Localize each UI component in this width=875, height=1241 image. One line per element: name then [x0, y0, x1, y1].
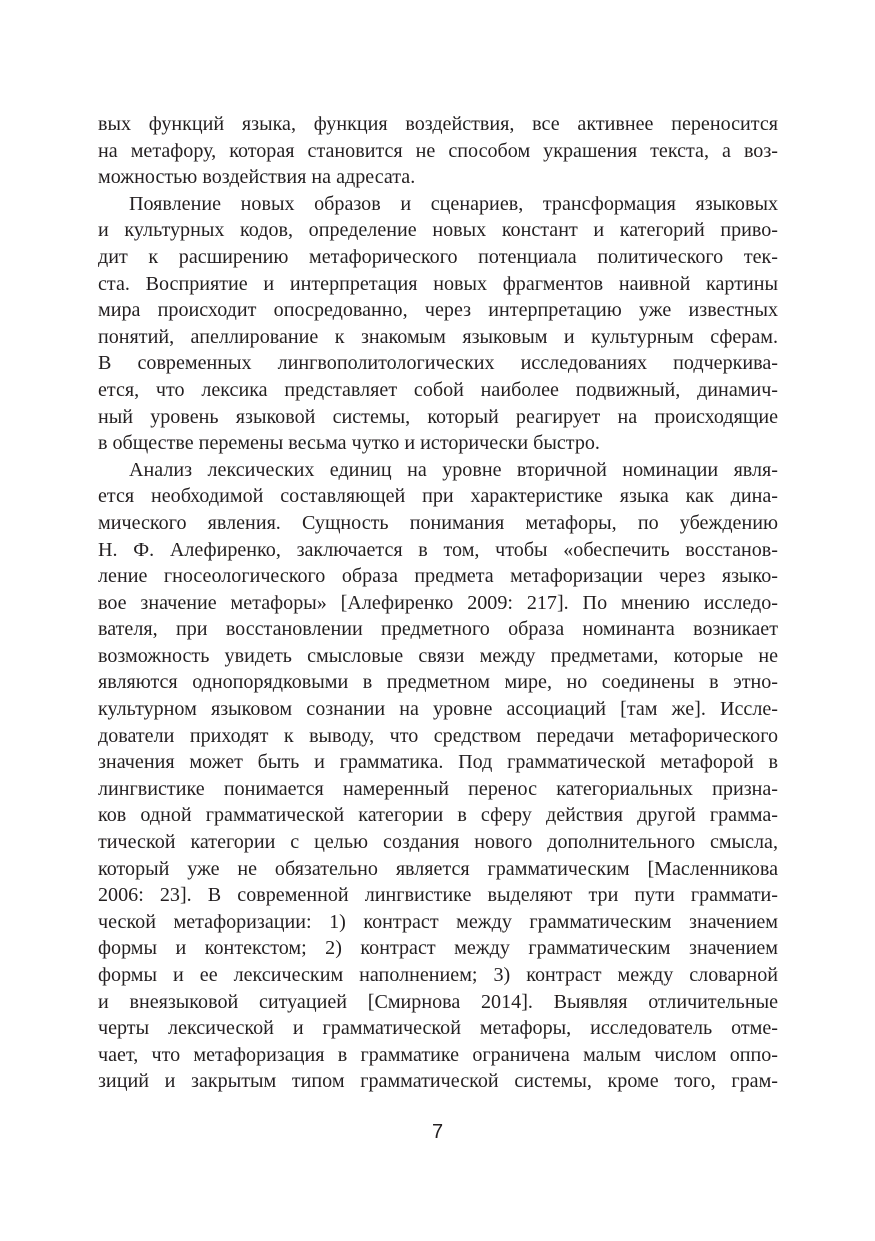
text-line: понятий, апеллирование к знакомым языковым и культурным сферам. [98, 325, 778, 348]
text-line: в обществе перемены весьма чутко и исторически быстро. [98, 432, 600, 455]
text-line: являются однопорядковыми в предметном мире, но соединены в этно- [98, 671, 778, 694]
text-line: тической категории с целью создания нового дополнительного смысла, [98, 831, 778, 854]
text-line: на метафору, которая становится не способом украшения текста, а воз- [98, 139, 778, 162]
text-line: значения может быть и грамматика. Под грамматической метафорой в [98, 751, 778, 774]
text-line: чает, что метафоризация в грамматике ограничена малым числом оппо- [98, 1043, 778, 1066]
text-line: ков одной грамматической категории в сферу действия другой грамма- [98, 804, 778, 827]
text-line: который уже не обязательно является грамматическим [Масленникова [98, 857, 778, 880]
page-body [98, 111, 778, 1095]
text-line: черты лексической и грамматической метафоры, исследователь отме- [98, 1017, 778, 1040]
text-line: зиций и закрытым типом грамматической системы, кроме того, грам- [98, 1070, 778, 1093]
text-line: формы и ее лексическим наполнением; 3) контраст между словарной [98, 964, 778, 986]
paragraph-3 [98, 457, 778, 1095]
text-line: ется, что лексика представляет собой наиболее подвижный, динамич- [98, 378, 778, 401]
text-line: культурном языковом сознании на уровне ассоциаций [там же]. Иссле- [98, 698, 778, 721]
text-line: ный уровень языковой системы, который реагирует на происходящие [98, 405, 778, 428]
text-line: дит к расширению метафорического потенциала политического тек- [98, 245, 778, 268]
text-line: ление гносеологического образа предмета метафоризации через языко- [98, 565, 778, 588]
text-line: Появление новых образов и сценариев, трансформация языковых [129, 192, 778, 215]
text-line: вое значение метафоры» [Алефиренко 2009: 217]. По мнению исследо- [98, 591, 778, 614]
text-line: формы и контекстом; 2) контраст между грамматическим значением [98, 937, 778, 960]
text-line: 2006: 23]. В современной лингвистике выделяют три пути граммати- [98, 884, 778, 907]
text-line: В современных лингвополитологических исследованиях подчеркива- [98, 352, 778, 375]
text-line: дователи приходят к выводу, что средством передачи метафорического [98, 724, 778, 747]
text-line: Анализ лексических единиц на уровне вторичной номинации явля- [129, 458, 778, 481]
text-line: мира происходит опосредованно, через интерпретацию уже известных [98, 299, 778, 322]
text-line: мического явления. Сущность понимания метафоры, по убеждению [98, 511, 778, 534]
text-line: вых функций языка, функция воздействия, все активнее переносится [98, 113, 778, 135]
page-number: 7 [431, 1121, 444, 1143]
text-line: Н. Ф. Алефиренко, заключается в том, чтобы «обеспечить восстанов- [98, 538, 778, 561]
text-line: ется необходимой составляющей при характеристике языка как дина- [98, 485, 778, 508]
text-line: и культурных кодов, определение новых констант и категорий приво- [98, 219, 778, 242]
text-line: ста. Восприятие и интерпретация новых фрагментов наивной картины [98, 272, 778, 295]
text-line: можностью воздействия на адресата. [98, 166, 416, 189]
text-line: и внеязыковой ситуацией [Смирнова 2014]. Выявляя отличительные [98, 990, 778, 1013]
text-line: возможность увидеть смысловые связи между предметами, которые не [98, 644, 778, 667]
text-line: вателя, при восстановлении предметного образа номинанта возникает [98, 618, 778, 641]
text-line: лингвистике понимается намеренный перенос категориальных призна- [98, 777, 778, 800]
paragraph-1 [98, 111, 778, 191]
paragraph-2 [98, 191, 778, 457]
text-line: ческой метафоризации: 1) контраст между грамматическим значением [98, 910, 778, 933]
